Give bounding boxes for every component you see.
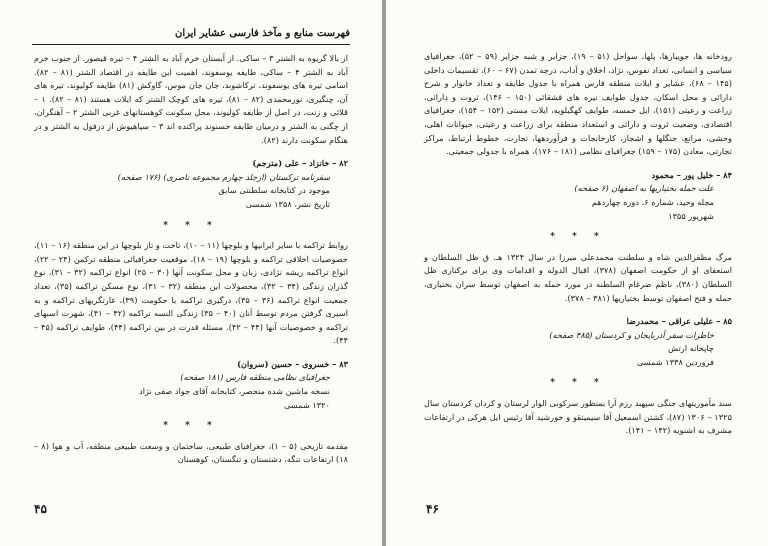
page-number: ۴۵ — [34, 502, 47, 516]
separator-stars: * * * — [163, 421, 219, 432]
entry-83-heading: ۸۳ – خسروی – حسین (سروان) — [237, 358, 348, 369]
page-number: ۴۶ — [426, 502, 439, 516]
left-page — [0, 0, 382, 546]
entry-82-heading: ۸۲ – خانزاد – علی (مترجم) — [252, 158, 348, 169]
entry-83-location: نسخه ماشین شده منحصر، کتابخانه آقای جواد صفی نژاد — [139, 386, 330, 397]
entry-84-summary: مرگ مظفرالدین شاه و سلطنت محمدعلی میرزا در سال ۱۳۲۴ هـ. ق ظل السلطان و استعفای او از حکومت اصفهان (۳۷۸)، اقبال الدوله و اقدامات وی برای برکناری ظل السلطان (۳۸۰)، ناظم ضرغام السلطنه در مورد حمله به اصفهان توسط سران بختیاری، حمله و فتح اصفهان توسط بختیاریها (۳۸۱ – ۳۷۸). — [424, 251, 732, 303]
entry-82-summary: روابط تراکمه با سایر ایرانیها و بلوچها (۱۱ – ۱۰)، تاخت و تاز بلوچها در این منطقه (۱۶ – ۱۱)، خصوصیات اخلاقی تراکمه و بلوچها (۱۹ – ۱۸)، موقعیت جغرافیائی منطقه ترکمن (۲۴ – ۲۲)، انواع تراکمه ریشه نژادی، زبان و محل سکونت آنها (۳۰ – ۲۵) انواع تراکمه (۳۲ – ۳۱)، نوع گذران زندگی (۳۴ – ۳۲)، محصولات این منطقه (۳۲ – ۳۱)، نوع مسکن تراکمه (۳۵)، تعداد جمعیت انواع تراکمه (۳۶ – ۳۵)، درگیری تراکمه با حکومت (۳۹)، غارتگریهای تراکمه و به اسیری گرفتن مردم توسط آنان (۴۰ – ۳۵) زندگی النسه تراکمه (۴۲ – ۴۱)، شهرت اسبهای تراکمه و خصوصیات آنها (۴۴ – ۴۲). مسئله قدرت در بین تراکمه (۴۴)، طوایف تراکمه (۴۵ – ۴۴). — [34, 240, 348, 346]
separator-stars: * * * — [550, 232, 606, 243]
entry-84-title: علت حمله بختیاریها به اصفهان (۶ صفحه) — [574, 183, 714, 194]
running-header: فهرست منابع و مآخذ فارسی عشایر ایران — [175, 28, 350, 39]
entry-84 — [424, 169, 732, 223]
entry-85-title: خاطرات سفر آذربایجان و کردستان (۴۸۵ صفحه) — [549, 329, 714, 340]
entry-84-heading: ۸۴ – خلیل پور – محمود — [651, 169, 732, 180]
entry-83-date: ۱۳۲۰ شمسی — [284, 399, 330, 410]
entry-83-summary-continued: رودخانه ها، جویبارها، پلها، سواحل (۵۱ – ۱۹)، جزایر و شبه جزایر (۵۹ – ۵۲)، جغرافیای سیاسی و انسانی، تعداد نفوس، نژاد، اخلاق و آداب، درجه تمدن (۶۷ – ۶۰)، تقسیمات داخلی (۱۴۵ – ۶۸)، عشایر و ایلات منطقه فارس همراه با جدول طایفه و تعداد خانوار و شرح دارائی و محل اسکان، جدول طوایف تیره های قشقائی (۱۵۰ – ۱۴۶)، ثروت و دارائی، زراعت و رعیتی (۱۵۱)، ایل خمسه، طوایف کهگیلویه، ایلات مستی (۱۵۲ – ۱۵۴)، جغرافیای اقتصادی، وضعیت ثروت و دارائی و استعداد منطقه برای زراعت و رعیتی، حیوانات اهلی، وحشی، مراتع، جنگلها و اشجار، کارخانجات و فرآوردهها، تجارت، خطوط ارتباط، مراکز تجارتی، معادن (۱۷۵ – ۱۵۹) جغرافیای نظامی (۱۸۱ – ۱۷۶)، همراه با جدولی جمعیتی. — [424, 51, 732, 157]
entry-82 — [34, 157, 348, 211]
header-rule — [32, 44, 350, 45]
entry-85-summary: سند مأموریتهای جنگی سپهبد رزم آرا بمنظور سرکوبی الوار لرستان و کردان کردستان سال ۱۳۲۵ – ۱۳۰۶ (۸۷)، کشتن اسمعیل آقا سیمیتقو و خورشید آقا رئیس ایل هرکی در ارتفاعات مشرف به اشنویه (۱۴۲ – ۱۴۱). — [424, 398, 732, 436]
entry-84-date: شهریور ۱۳۵۵ — [668, 210, 714, 221]
separator-stars: * * * — [550, 378, 606, 389]
left-page-body — [34, 52, 348, 471]
entry-85-heading: ۸۵ – علیلی عراقی – محمدرضا — [626, 316, 732, 327]
entry-83 — [34, 358, 348, 412]
intro-paragraph: از بالا گریوه به الشتر ۳ – ساکی. از آبستان خرم آباد به الشتر ۴ – تیره قیصور. از جنوب خرم آباد به الشتر ۴ – ساکی، طایفه یوسفوند، اهمیت این طایفه در اقتصاد الشتر (۸۱ – ۸۲). اسامی تیره های یوسفوند، ترکاشوند، جان جان موس، گاوکش (۸۱) طایفه کولیوند، تیره های آن، چنگیری، نورمحمدی (۸۲ – ۸۱)، تیره های کوچک الشتر که ایلات هستند (۸۱ – ۸۲). ۱ – قلائی و زنت، در اصل از طایفه کولیوند، محل سکونت کوهستانهای غربی الشتر ۲ – آهنگران، از چگنی به الشتر و درمیان طایفه حسنوند پراکنده اند ۳ – سپاهیوش از دزفول به الشتر و در هنگام سکونت دارند (۸۲). — [34, 53, 349, 145]
entry-83-summary: مقدمه تاریخی (۵ – ۱)، جغرافیای طبیعی، ساختمان و وسعت طبیعی منطقه، آب و هوا (۸ – ۱۸) ارتفاعات تنگه، دشتستان و تنگستان، کوهستان — [34, 440, 348, 465]
right-page — [386, 0, 768, 546]
entry-82-title: سفرنامه ترکستان (ازجلد چهارم مجموعه ناصری) (۱۷۶ صفحه) — [117, 171, 330, 182]
entry-84-source: مجله وحید، شماره ۶، دوره چهاردهم — [591, 196, 714, 207]
right-page-body — [424, 50, 732, 442]
entry-82-location: موجود در کتابخانه سلطنتی سابق — [218, 185, 330, 196]
entry-82-date: تاریخ نشر، ۱۳۵۸ شمسی — [245, 198, 330, 209]
separator-stars: * * * — [163, 220, 219, 231]
entry-85-publisher: چاپخانه ارتش — [668, 343, 714, 354]
entry-85-date: فروردین ۱۳۳۸ شمسی — [636, 356, 714, 367]
entry-83-title: جغرافیای نظامی منطقه فارس (۱۸۱ صفحه) — [180, 372, 330, 383]
entry-85 — [424, 315, 732, 369]
